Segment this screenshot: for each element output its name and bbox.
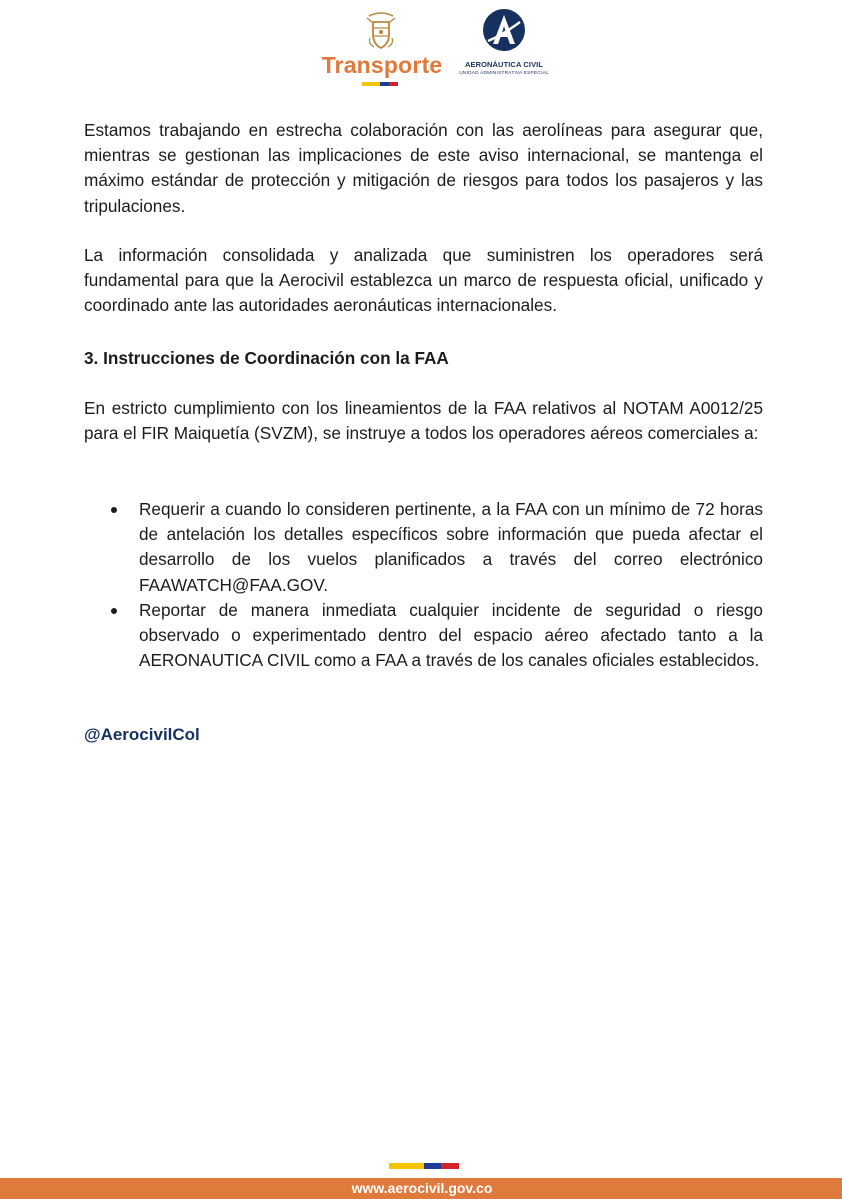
footer-flag-stripe — [389, 1163, 459, 1169]
instruction-list — [84, 497, 763, 673]
bullet-icon — [111, 608, 117, 614]
agency-logo-subtitle: UNIDAD ADMINISTRATIVA ESPECIAL — [459, 71, 549, 76]
paragraph-faa-compliance: En estricto cumplimiento con los lineamientos de la FAA relativos al NOTAM A0012/25 para el FIR Maiquetía (SVZM), se instruye a todos los operadores aéreos comerciales a: — [84, 398, 763, 444]
paragraph-consolidated-information: La información consolidada y analizada que suministren los operadores será fundamental para que la Aerocivil establezca un marco de respuesta oficial, unificado y coordinado ante las autoridades aeronáuticas internacionales. — [84, 245, 763, 316]
footer-bar — [0, 1178, 842, 1199]
letterhead — [0, 0, 842, 100]
list-item — [84, 598, 763, 674]
website-link[interactable]: www.aerocivil.gov.co — [351, 1180, 493, 1196]
list-item — [84, 497, 763, 598]
coat-of-arms-icon — [364, 10, 398, 50]
list-item-text: Requerir a cuando lo consideren pertinente, a la FAA con un mínimo de 72 horas de antelación los detalles específicos sobre información que pueda afectar el desarrollo de los vuelos planificados a través del correo electrónico FAAWATCH@FAA.GOV. — [139, 499, 763, 595]
ministry-logo-text: Transporte — [321, 52, 443, 78]
aerocivil-a-icon — [482, 8, 526, 52]
list-item-text: Reportar de manera inmediata cualquier incidente de seguridad o riesgo observado o experimentado dentro del espacio aéreo afectado tanto a la AERONAUTICA CIVIL como a FAA a través de los canales oficiales establecidos. — [139, 599, 763, 671]
ministry-logo — [318, 10, 446, 90]
social-handle: @AerocivilCol — [84, 725, 200, 744]
agency-logo — [458, 8, 558, 90]
paragraph-collaboration: Estamos trabajando en estrecha colaboración con las aerolíneas para asegurar que, mientras se gestionan las implicaciones de este aviso internacional, se mantenga el máximo estándar de protección y mitigación de riesgos para todos los pasajeros y las tripulaciones. — [84, 120, 763, 216]
bullet-icon — [111, 507, 117, 513]
ministry-flag-stripe — [362, 82, 398, 86]
section-heading: 3. Instrucciones de Coordinación con la FAA — [84, 348, 449, 368]
agency-logo-name: AERONÁUTICA CIVIL — [464, 60, 544, 69]
